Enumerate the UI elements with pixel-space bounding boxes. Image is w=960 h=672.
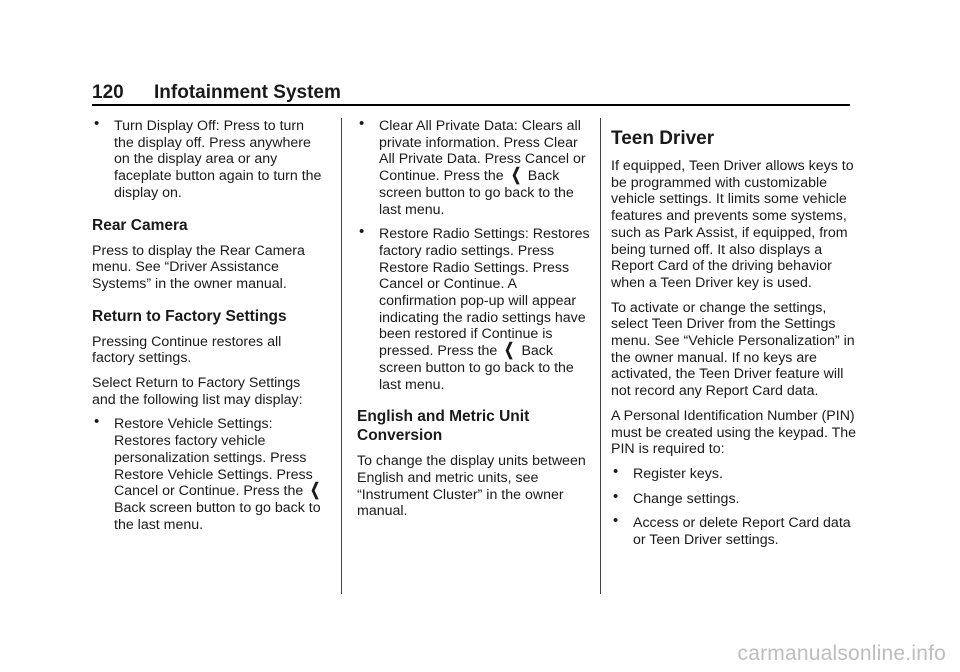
back-arrow-icon: ❮ — [510, 165, 521, 185]
column-right — [611, 118, 857, 557]
bullet-icon: • — [94, 115, 100, 132]
bullet-icon: • — [613, 512, 619, 530]
list-item-text: Clear All Private Data: Clears all private information. Press Clear All Private Data. Press Cancel or Continue. Press the — [379, 118, 586, 185]
page-header — [92, 78, 850, 106]
list-item-text: Restore Vehicle Settings: Restores factory vehicle personalization settings. Press Restore Vehicle Settings. Press Cancel or Continue. Press the — [114, 416, 313, 500]
list-item-text: Restore Radio Settings: Restores factory radio settings. Press Restore Radio Settings. Press Cancel or Continue. A confirmation pop-up will appear indicating the radio settings have been restored if Continue is pressed. Press the — [379, 226, 590, 360]
list-item — [357, 115, 593, 218]
paragraph: To activate or change the settings, select Teen Driver from the Settings menu. See “Vehicle Personalization” in the owner manual. If no keys are activated, the Teen Driver feature will not record any Report Card data. — [611, 299, 855, 400]
column-divider — [341, 118, 342, 594]
list-item-text: Back screen button to go back to the last menu. — [114, 499, 321, 533]
back-arrow-icon: ❮ — [504, 340, 515, 360]
list-item-text: Turn Display Off: Press to turn the display off. Press anywhere on the display area or any faceplate button again to turn the display on. — [114, 118, 322, 201]
list-item-text: Back screen button to go back to the last menu. — [379, 343, 574, 393]
bullet-icon: • — [359, 223, 365, 241]
paragraph: Pressing Continue restores all factory settings. — [92, 333, 282, 367]
bullet-icon: • — [613, 462, 619, 480]
list-item — [92, 413, 326, 533]
list-item-text: Register keys. — [633, 465, 723, 482]
list-item-text: Change settings. — [633, 490, 740, 507]
heading-unit-conversion: English and Metric Unit Conversion — [357, 408, 530, 445]
section-title: Infotainment System — [154, 82, 341, 103]
column-divider — [600, 118, 601, 594]
list-item — [611, 462, 857, 483]
back-arrow-icon: ❮ — [310, 480, 321, 500]
paragraph: Select Return to Factory Settings and the following list may display: — [92, 375, 303, 408]
list-item — [611, 487, 857, 508]
bullet-icon: • — [94, 413, 100, 431]
bullet-icon: • — [359, 115, 365, 132]
paragraph: To change the display units between English and metric units, see “Instrument Cluster” in the owner manual. — [357, 453, 586, 520]
column-left — [92, 115, 326, 541]
list-item — [611, 512, 857, 549]
heading-teen-driver: Teen Driver — [611, 128, 715, 149]
paragraph: A Personal Identification Number (PIN) must be created using the keypad. The PIN is required to: — [611, 407, 857, 458]
list-item-text: Back screen button to go back to the last menu. — [379, 168, 574, 218]
paragraph: Press to display the Rear Camera menu. See “Driver Assistance Systems” in the owner manual. — [92, 242, 305, 292]
heading-rear-camera: Rear Camera — [92, 216, 188, 234]
paragraph: If equipped, Teen Driver allows keys to be programmed with customizable vehicle settings. It limits some vehicle features and prevents some systems, such as Park Assist, if equipped, from being turned off. It also displays a Report Card of the driving behavior when a Teen Driver key is used. — [611, 158, 854, 291]
bullet-icon: • — [613, 487, 619, 505]
page-number: 120 — [92, 82, 124, 103]
heading-return-factory: Return to Factory Settings — [92, 307, 287, 325]
watermark: carmanualsonline.info — [737, 642, 946, 665]
column-middle — [357, 115, 593, 528]
list-item — [92, 115, 326, 202]
list-item — [357, 223, 593, 393]
list-item-text: Access or delete Report Card data or Teen Driver settings. — [633, 515, 851, 549]
